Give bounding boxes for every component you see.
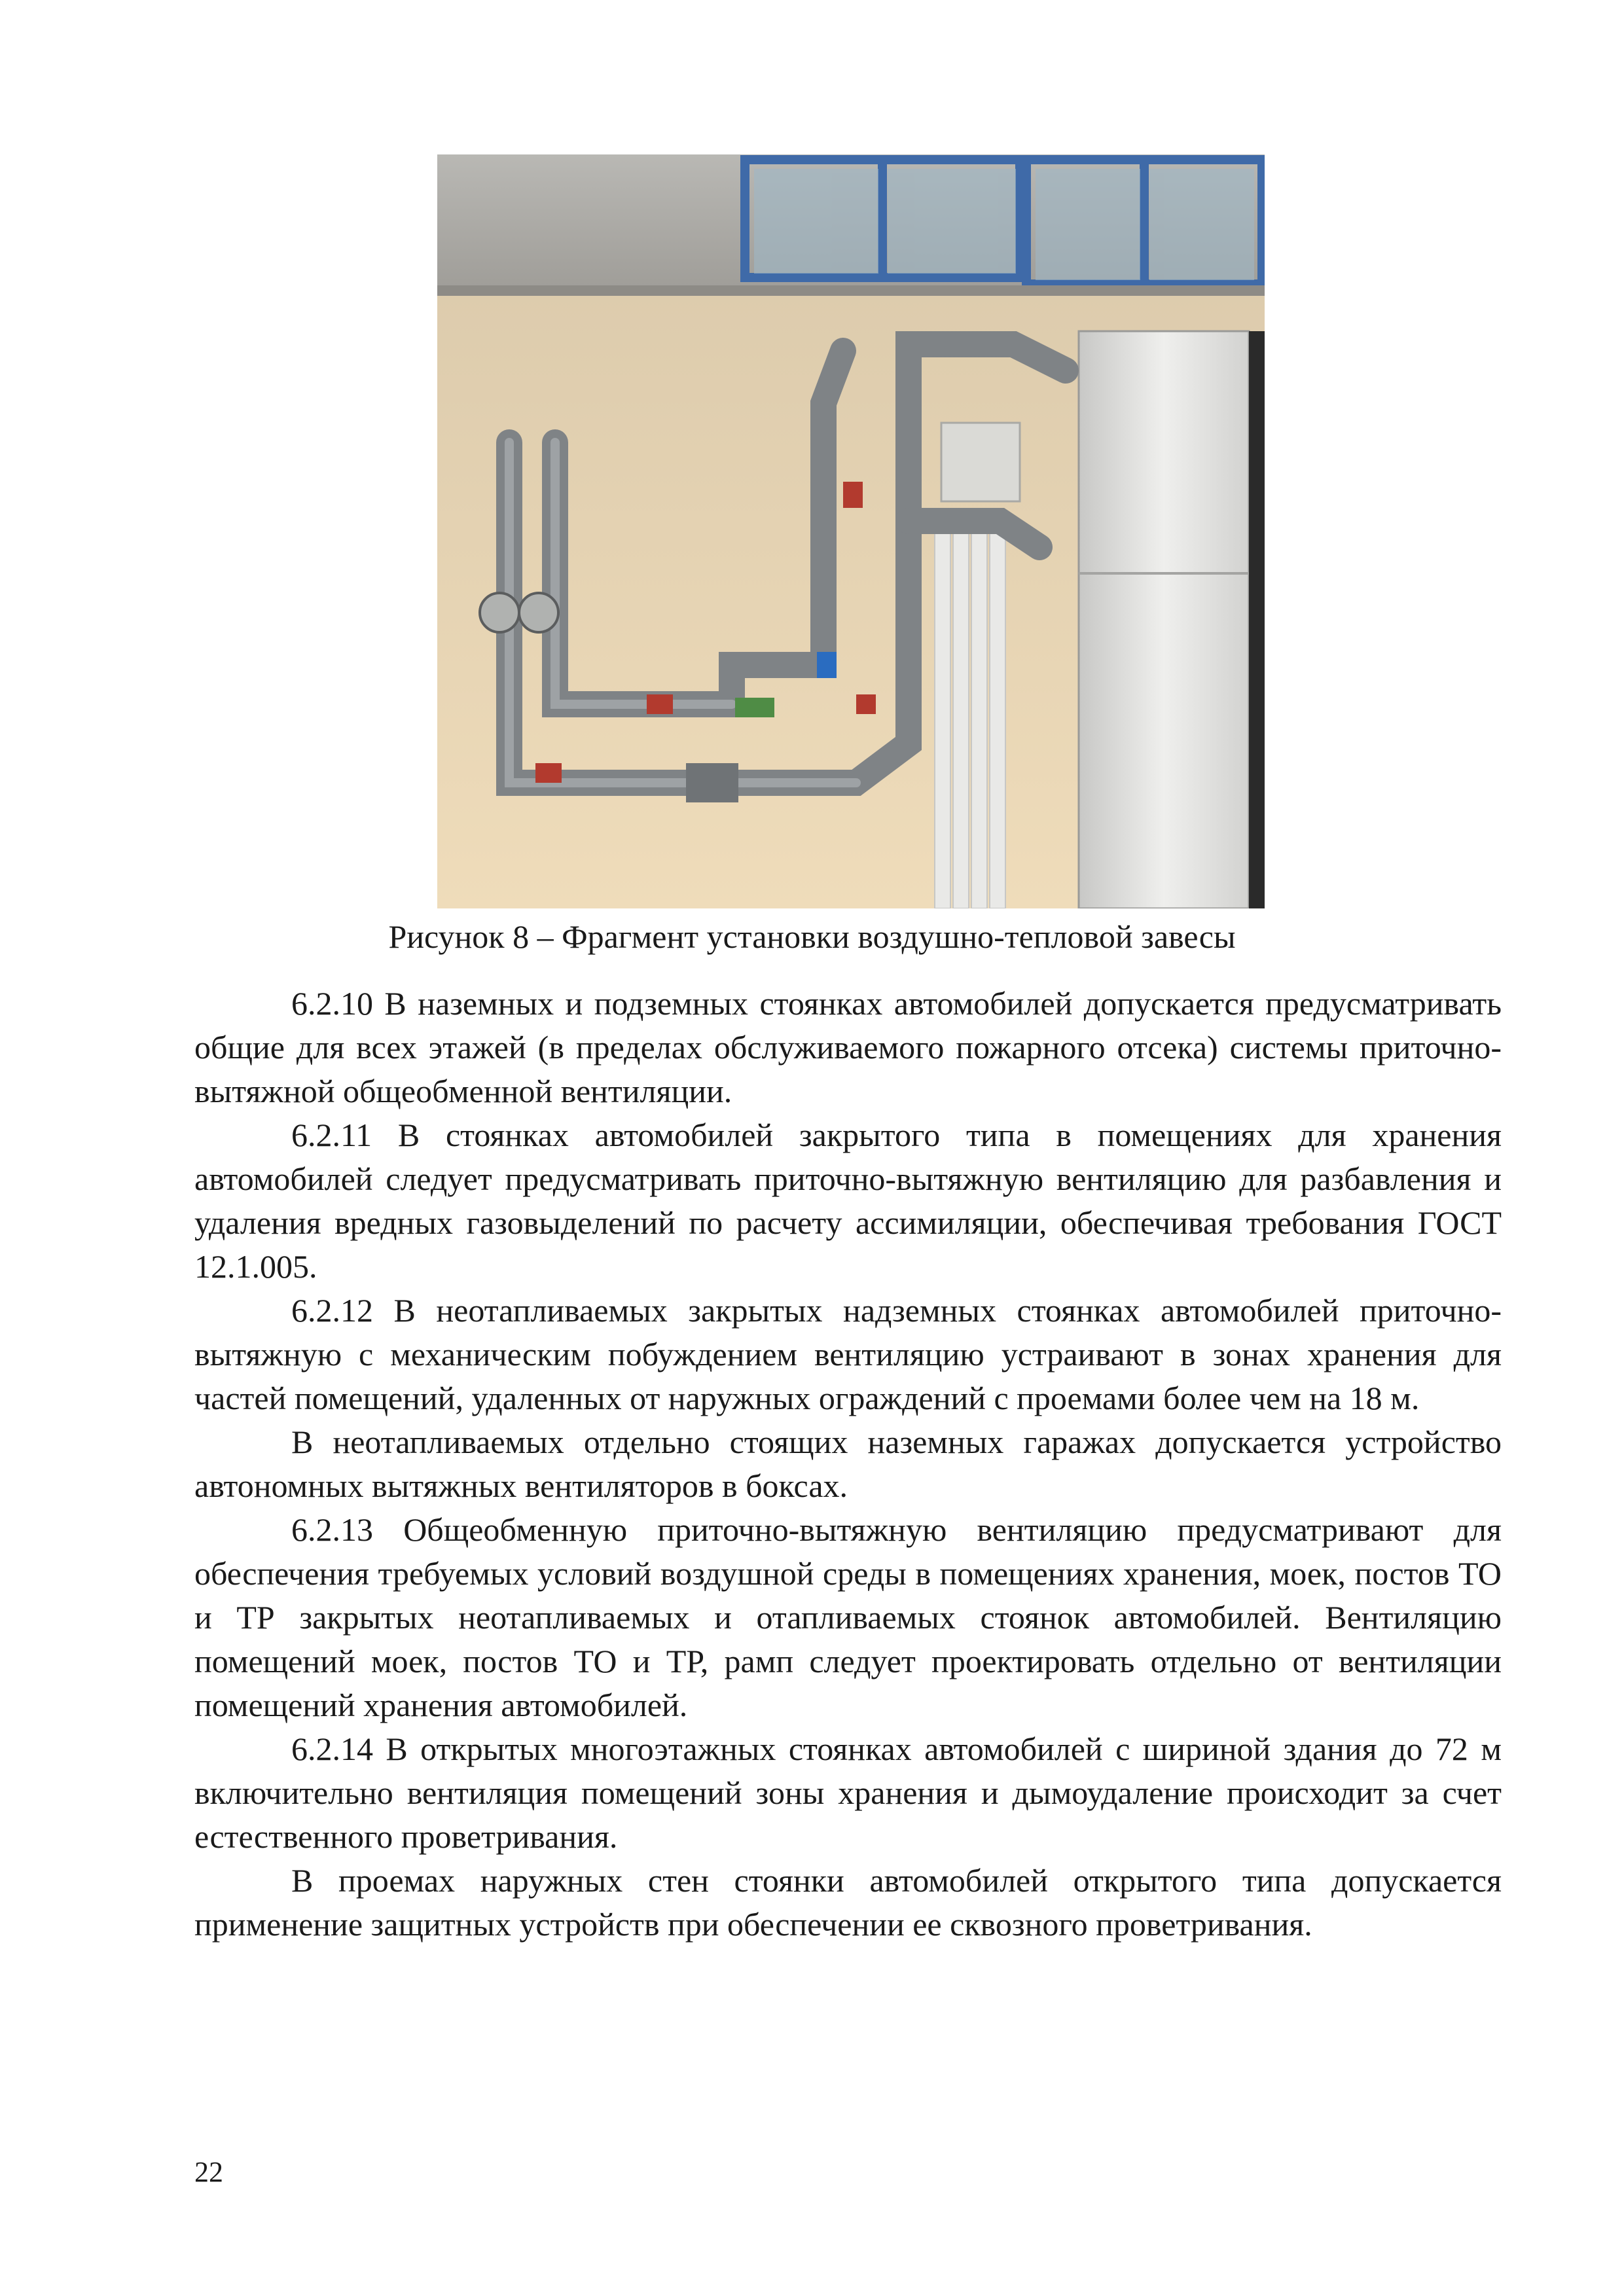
pipe-installation-illustration bbox=[437, 154, 1265, 908]
figure-caption: Рисунок 8 – Фрагмент установки воздушно-тепловой завесы bbox=[388, 918, 1236, 955]
paragraph: 6.2.10 В наземных и подземных стоянках автомобилей допускается предусматривать общие для всех этажей (в пределах обслуживаемого пожарного отсека) системы приточно-вытяжной общеобменной вентиляции. bbox=[194, 985, 1502, 1109]
paragraph: 6.2.14 В открытых многоэтажных стоянках автомобилей с шириной здания до 72 м включительно вентиляция помещений зоны хранения и дымоудаление происходит за счет естественного проветривания. bbox=[194, 1731, 1502, 1855]
paragraph: 6.2.11 В стоянках автомобилей закрытого типа в помещениях для хранения автомобилей следует предусматривать приточно-вытяжную вентиляцию для разбавления и удаления вредных газовыделений по расчету ассимиляции, обеспечивая требования ГОСТ 12.1.005. bbox=[194, 1117, 1502, 1285]
air-curtain-unit bbox=[1079, 331, 1249, 908]
paragraph: 6.2.13 Общеобменную приточно-вытяжную вентиляцию предусматривают для обеспечения требуемых условий воздушной среды в помещениях хранения, моек, постов ТО и ТР закрытых неотапливаемых и отапливаемых стоянок автомобилей. Вентиляцию помещений моек, постов ТО и ТР, рамп следует проектировать отдельно от вентиляции помещений хранения автомобилей. bbox=[194, 1511, 1502, 1723]
page-number: 22 bbox=[194, 2156, 223, 2188]
figure-photo-air-curtain bbox=[437, 154, 1265, 908]
junction-box bbox=[941, 423, 1020, 501]
paragraph: В неотапливаемых отдельно стоящих наземных гаражах допускается устройство автономных вытяжных вентиляторов в боксах. bbox=[194, 1424, 1502, 1504]
paragraph: 6.2.12 В неотапливаемых закрытых надземных стоянках автомобилей приточно-вытяжную с механическим побуждением вентиляцию устраивают в зонах хранения для частей помещений, удаленных от наружных ограждений с проемами более чем на 18 м. bbox=[194, 1292, 1502, 1416]
body-text bbox=[194, 982, 1502, 1946]
paragraph: В проемах наружных стен стоянки автомобилей открытого типа допускается применение защитных устройств при обеспечении ее сквозного проветривания. bbox=[194, 1862, 1502, 1943]
